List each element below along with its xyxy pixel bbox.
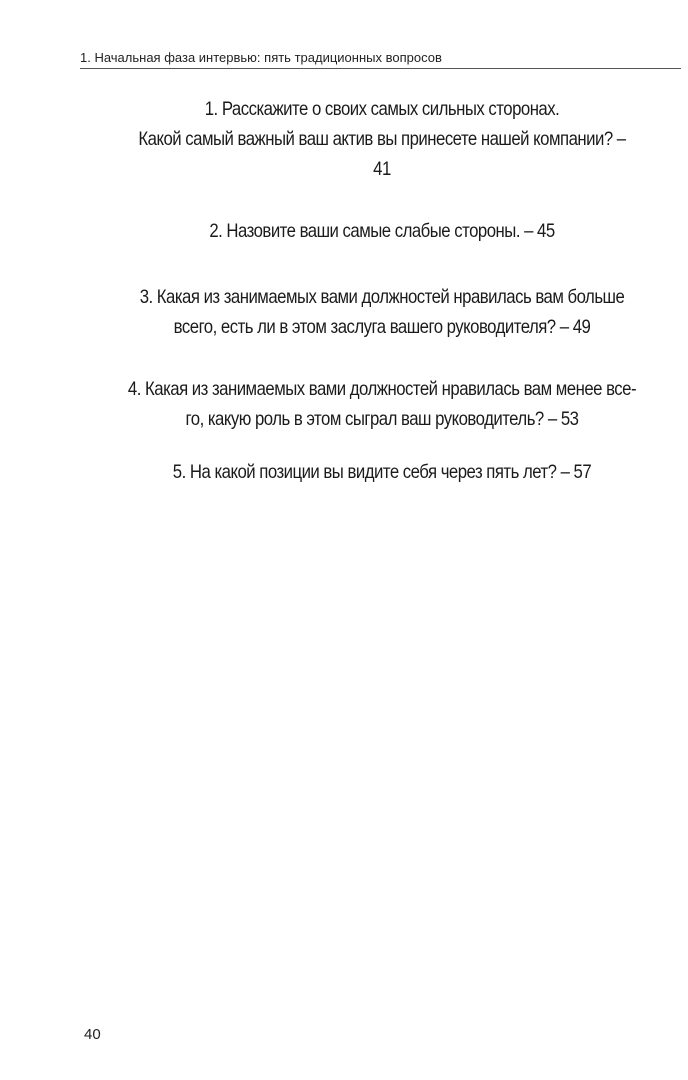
question-5 <box>119 457 645 487</box>
question-line: всего, есть ли в этом заслуга вашего руководителя? – 49 <box>173 316 591 338</box>
question-2 <box>119 216 645 246</box>
page-number: 40 <box>84 1026 101 1043</box>
question-1 <box>119 94 645 184</box>
question-3 <box>119 282 645 342</box>
question-line: 5. На какой позиции вы видите себя через пять лет? – 57 <box>172 461 592 483</box>
question-line: 1. Расскажите о своих самых сильных сторонах. <box>204 98 560 120</box>
question-line: Какой самый важный ваш актив вы принесете нашей компании? – <box>138 128 626 150</box>
running-head: 1. Начальная фаза интервью: пять традиционных вопросов <box>80 50 681 69</box>
question-line: 2. Назовите ваши самые слабые стороны. – 45 <box>209 220 555 242</box>
question-page-ref: 41 <box>373 158 391 180</box>
question-line: 4. Какая из занимаемых вами должностей нравилась вам менее все- <box>127 378 637 400</box>
question-line: го, какую роль в этом сыграл ваш руководитель? – 53 <box>185 408 579 430</box>
question-4 <box>119 374 645 434</box>
question-line: 3. Какая из занимаемых вами должностей нравилась вам больше <box>139 286 625 308</box>
